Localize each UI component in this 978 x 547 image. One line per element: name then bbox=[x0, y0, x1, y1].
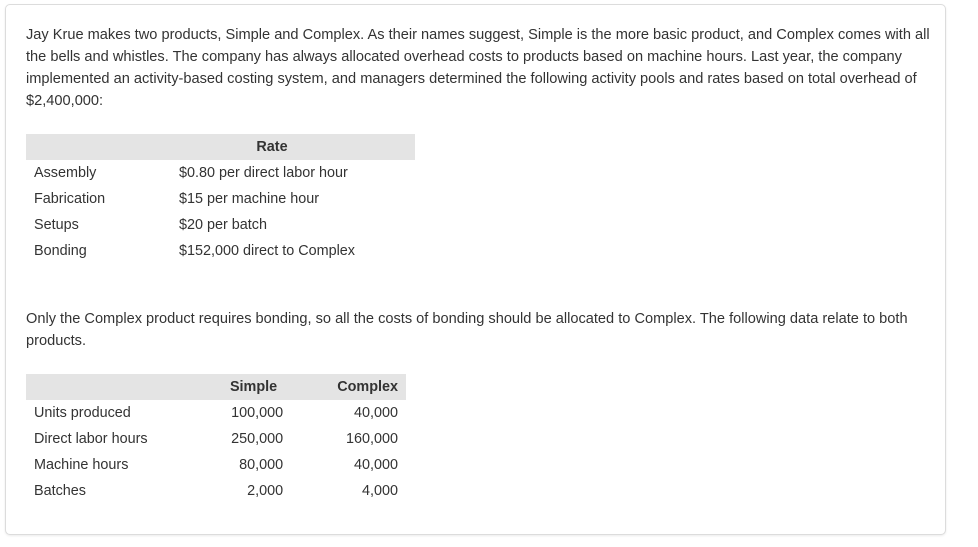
middle-paragraph: Only the Complex product requires bonding, so all the costs of bonding should be allocated to Complex. The following data relate to both products. bbox=[26, 311, 908, 349]
row-label: Units produced bbox=[34, 405, 131, 421]
row-label: Batches bbox=[34, 483, 86, 499]
table-row bbox=[26, 400, 406, 426]
problem-card bbox=[5, 4, 946, 535]
table-row bbox=[26, 212, 415, 238]
rate-column-header: Rate bbox=[179, 134, 415, 160]
row-label: Machine hours bbox=[34, 457, 129, 473]
activity-rate-table bbox=[26, 134, 415, 264]
complex-value: 160,000 bbox=[345, 431, 398, 447]
complex-value: 40,000 bbox=[353, 405, 398, 421]
label-column-header bbox=[26, 374, 193, 400]
activity-label: Bonding bbox=[34, 243, 87, 259]
activity-rate: $20 per batch bbox=[179, 217, 268, 233]
row-label: Direct labor hours bbox=[34, 431, 148, 447]
activity-rate: $152,000 direct to Complex bbox=[179, 243, 355, 259]
complex-value: 40,000 bbox=[353, 457, 398, 473]
simple-value: 250,000 bbox=[231, 431, 284, 447]
simple-column-header: Simple bbox=[193, 374, 283, 400]
table-row bbox=[26, 478, 406, 504]
activity-rate: $0.80 per direct labor hour bbox=[179, 165, 348, 181]
activity-label: Assembly bbox=[34, 165, 97, 181]
table-row bbox=[26, 238, 415, 264]
table-row bbox=[26, 452, 406, 478]
activity-column-header bbox=[26, 134, 179, 160]
table-row bbox=[26, 160, 415, 186]
activity-rate: $15 per machine hour bbox=[179, 191, 319, 207]
simple-value: 80,000 bbox=[239, 457, 284, 473]
complex-value: 4,000 bbox=[361, 483, 398, 499]
simple-value: 100,000 bbox=[231, 405, 284, 421]
table-row bbox=[26, 426, 406, 452]
table-row bbox=[26, 186, 415, 212]
intro-paragraph: Jay Krue makes two products, Simple and Complex. As their names suggest, Simple is the more basic product, and Complex comes with all the bells and whistles. The company has always allocated overhead costs to products based on machine hours. Last year, the company implemented an activity-based costing system, and managers determined the following activity pools and rates based on total overhead of $2,400,000: bbox=[26, 27, 930, 109]
simple-value: 2,000 bbox=[247, 483, 284, 499]
product-data-table bbox=[26, 374, 406, 504]
table-header-row bbox=[26, 374, 406, 400]
activity-label: Setups bbox=[34, 217, 79, 233]
table-header-row bbox=[26, 134, 415, 160]
activity-label: Fabrication bbox=[34, 191, 106, 207]
complex-column-header: Complex bbox=[283, 374, 406, 400]
